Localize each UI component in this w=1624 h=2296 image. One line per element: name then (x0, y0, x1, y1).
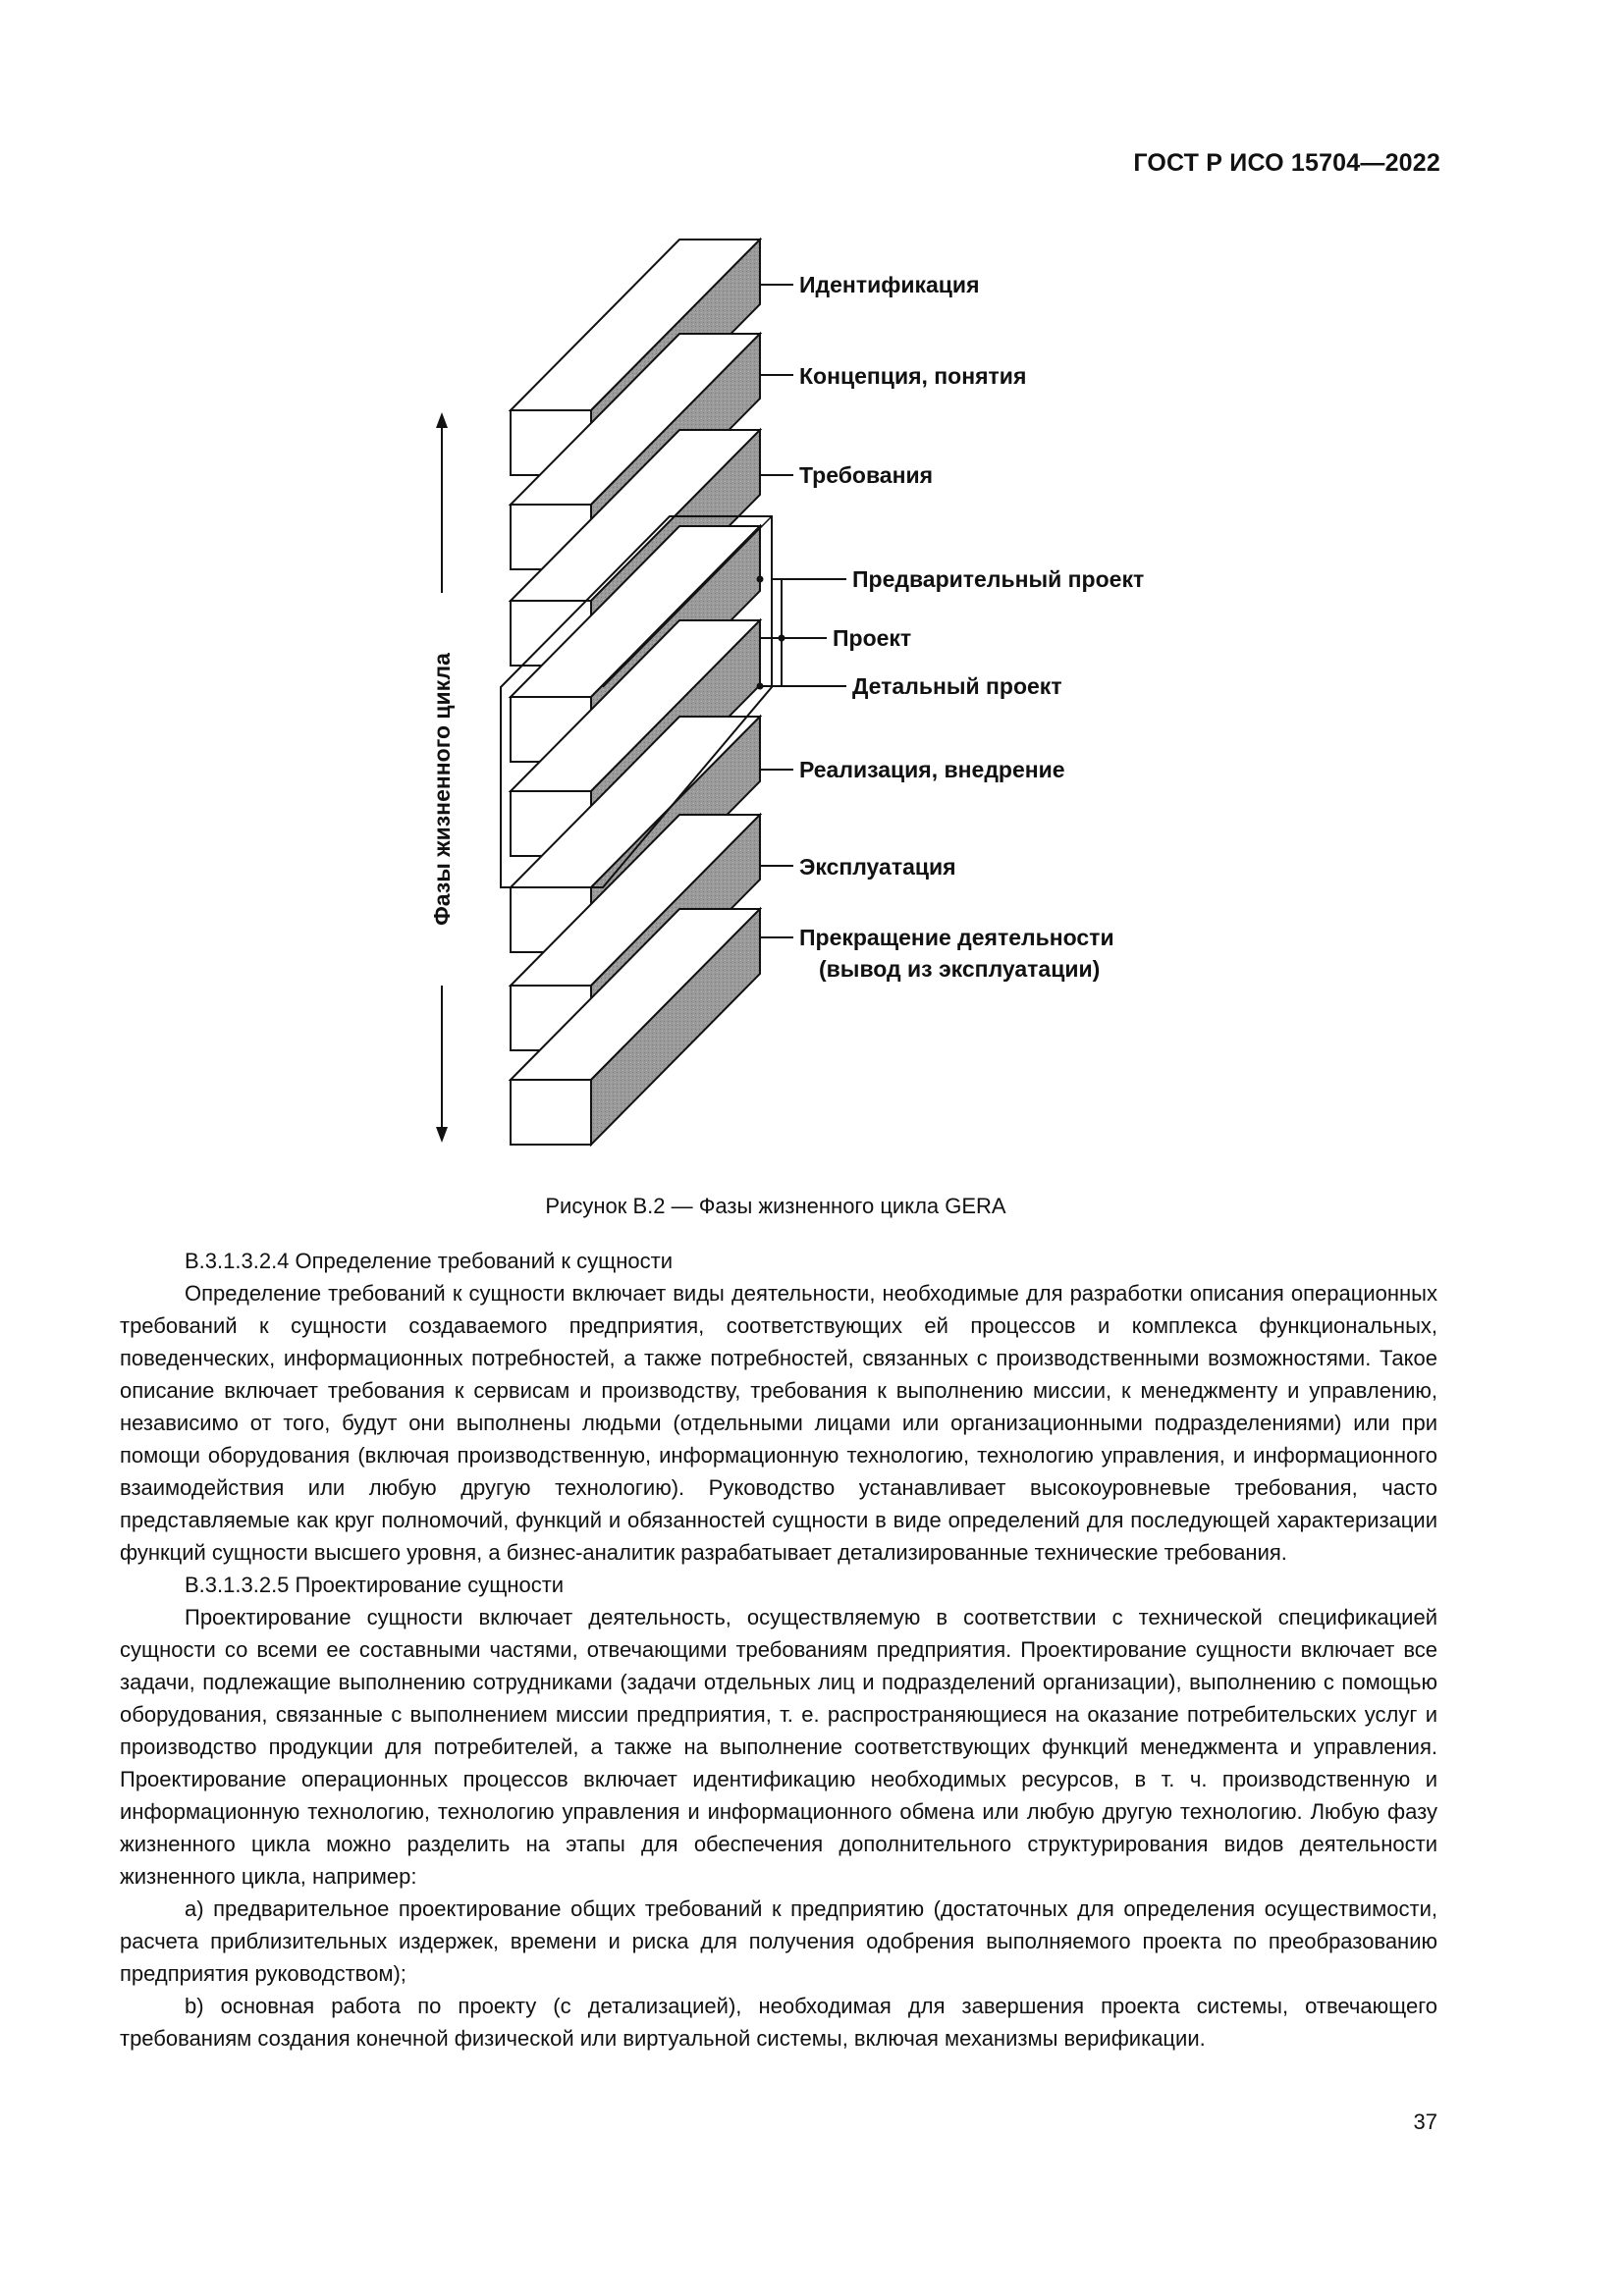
page-number: 37 (1413, 2109, 1437, 2134)
leader-dot (757, 683, 764, 690)
phase-label-implementation: Реализация, внедрение (799, 757, 1065, 782)
arrow-up-icon (436, 412, 448, 428)
phase-label-preliminary-design: Предварительный проект (852, 566, 1145, 592)
section-heading-design: В.3.1.3.2.5 Проектирование сущности (185, 1573, 565, 1597)
list-item-a: a) предварительное проектирование общих требований к предприятию (достаточных для определения осуществимости, расчета приблизительных издержек, времени и риска для получения одобрения выполняемого проекта по преобразованию предприятия руководством); (120, 1896, 1437, 1986)
leader-dot (779, 635, 785, 642)
phase-label-decommission: Прекращение деятельности (799, 925, 1114, 950)
lifecycle-axis (429, 412, 455, 1143)
body-text (120, 1245, 1437, 2055)
section-heading-requirements: В.3.1.3.2.4 Определение требований к сущности (185, 1249, 673, 1273)
phase-label-decommission-note: (вывод из эксплуатации) (819, 956, 1101, 982)
leader-dot (757, 576, 764, 583)
phase-label-detailed-design: Детальный проект (852, 673, 1062, 699)
arrow-down-icon (436, 1127, 448, 1143)
phase-label-operation: Эксплуатация (799, 854, 956, 880)
phase-label-identification: Идентификация (799, 272, 980, 297)
phase-label-requirements: Требования (799, 462, 934, 488)
phase-blocks (501, 240, 772, 1145)
list-item-b: b) основная работа по проекту (с детализацией), необходимая для завершения проекта системы, отвечающего требованиям создания конечной физической или виртуальной системы, включая механизмы верификации. (120, 1994, 1437, 2051)
axis-label: Фазы жизненного цикла (429, 653, 455, 926)
phase-label-design: Проект (833, 625, 912, 651)
figure-caption: Рисунок В.2 — Фазы жизненного цикла GERA (545, 1194, 1006, 1218)
phase-label-concept: Концепция, понятия (799, 363, 1027, 389)
phase-labels (799, 272, 1144, 982)
paragraph-requirements: Определение требований к сущности включает виды деятельности, необходимые для разработки описания операционных требований к сущности создаваемого предприятия, соответствующих ей процессов и комплекса функциональных, поведенческих, информационных потребностей, а также потребностей, связанных с производственными возможностями. Такое описание включает требования к сервисам и производству, требования к выполнению миссии, к менеджменту и управлению, независимо от того, будут они выполнены людьми (отдельными лицами или организационными подразделениями) или при помощи оборудования (включая производственную, информационную технологию, технологию управления, и информационного взаимодействия или любую другую технологию). Руководство устанавливает высокоуровневые требования, часто представляемые как круг полномочий, функций и обязанностей сущности в виде определений для последующей характеризации функций сущности высшего уровня, а бизнес-аналитик разрабатывает детализированные технические требования. (120, 1281, 1437, 1565)
paragraph-design: Проектирование сущности включает деятельность, осуществляемую в соответствии с технической спецификацией сущности со всеми ее составными частями, отвечающими требованиям предприятия. Проектирование сущности включает все задачи, подлежащие выполнению сотрудниками (задачи отдельных лиц и подразделений организации), выполнению с помощью оборудования, связанные с выполнением миссии предприятия, т. е. распространяющиеся на оказание потребительских услуг и производство продукции для потребителей, а также на выполнение соответствующих функций менеджмента и управления. Проектирование операционных процессов включает идентификацию необходимых ресурсов, в т. ч. производственную и информационную технологию, технологию управления и информационного обмена или любую другую технологию. Любую фазу жизненного цикла можно разделить на этапы для обеспечения дополнительного структурирования видов деятельности жизненного цикла, например: (120, 1605, 1437, 1889)
document-header: ГОСТ Р ИСО 15704—2022 (1133, 149, 1440, 177)
